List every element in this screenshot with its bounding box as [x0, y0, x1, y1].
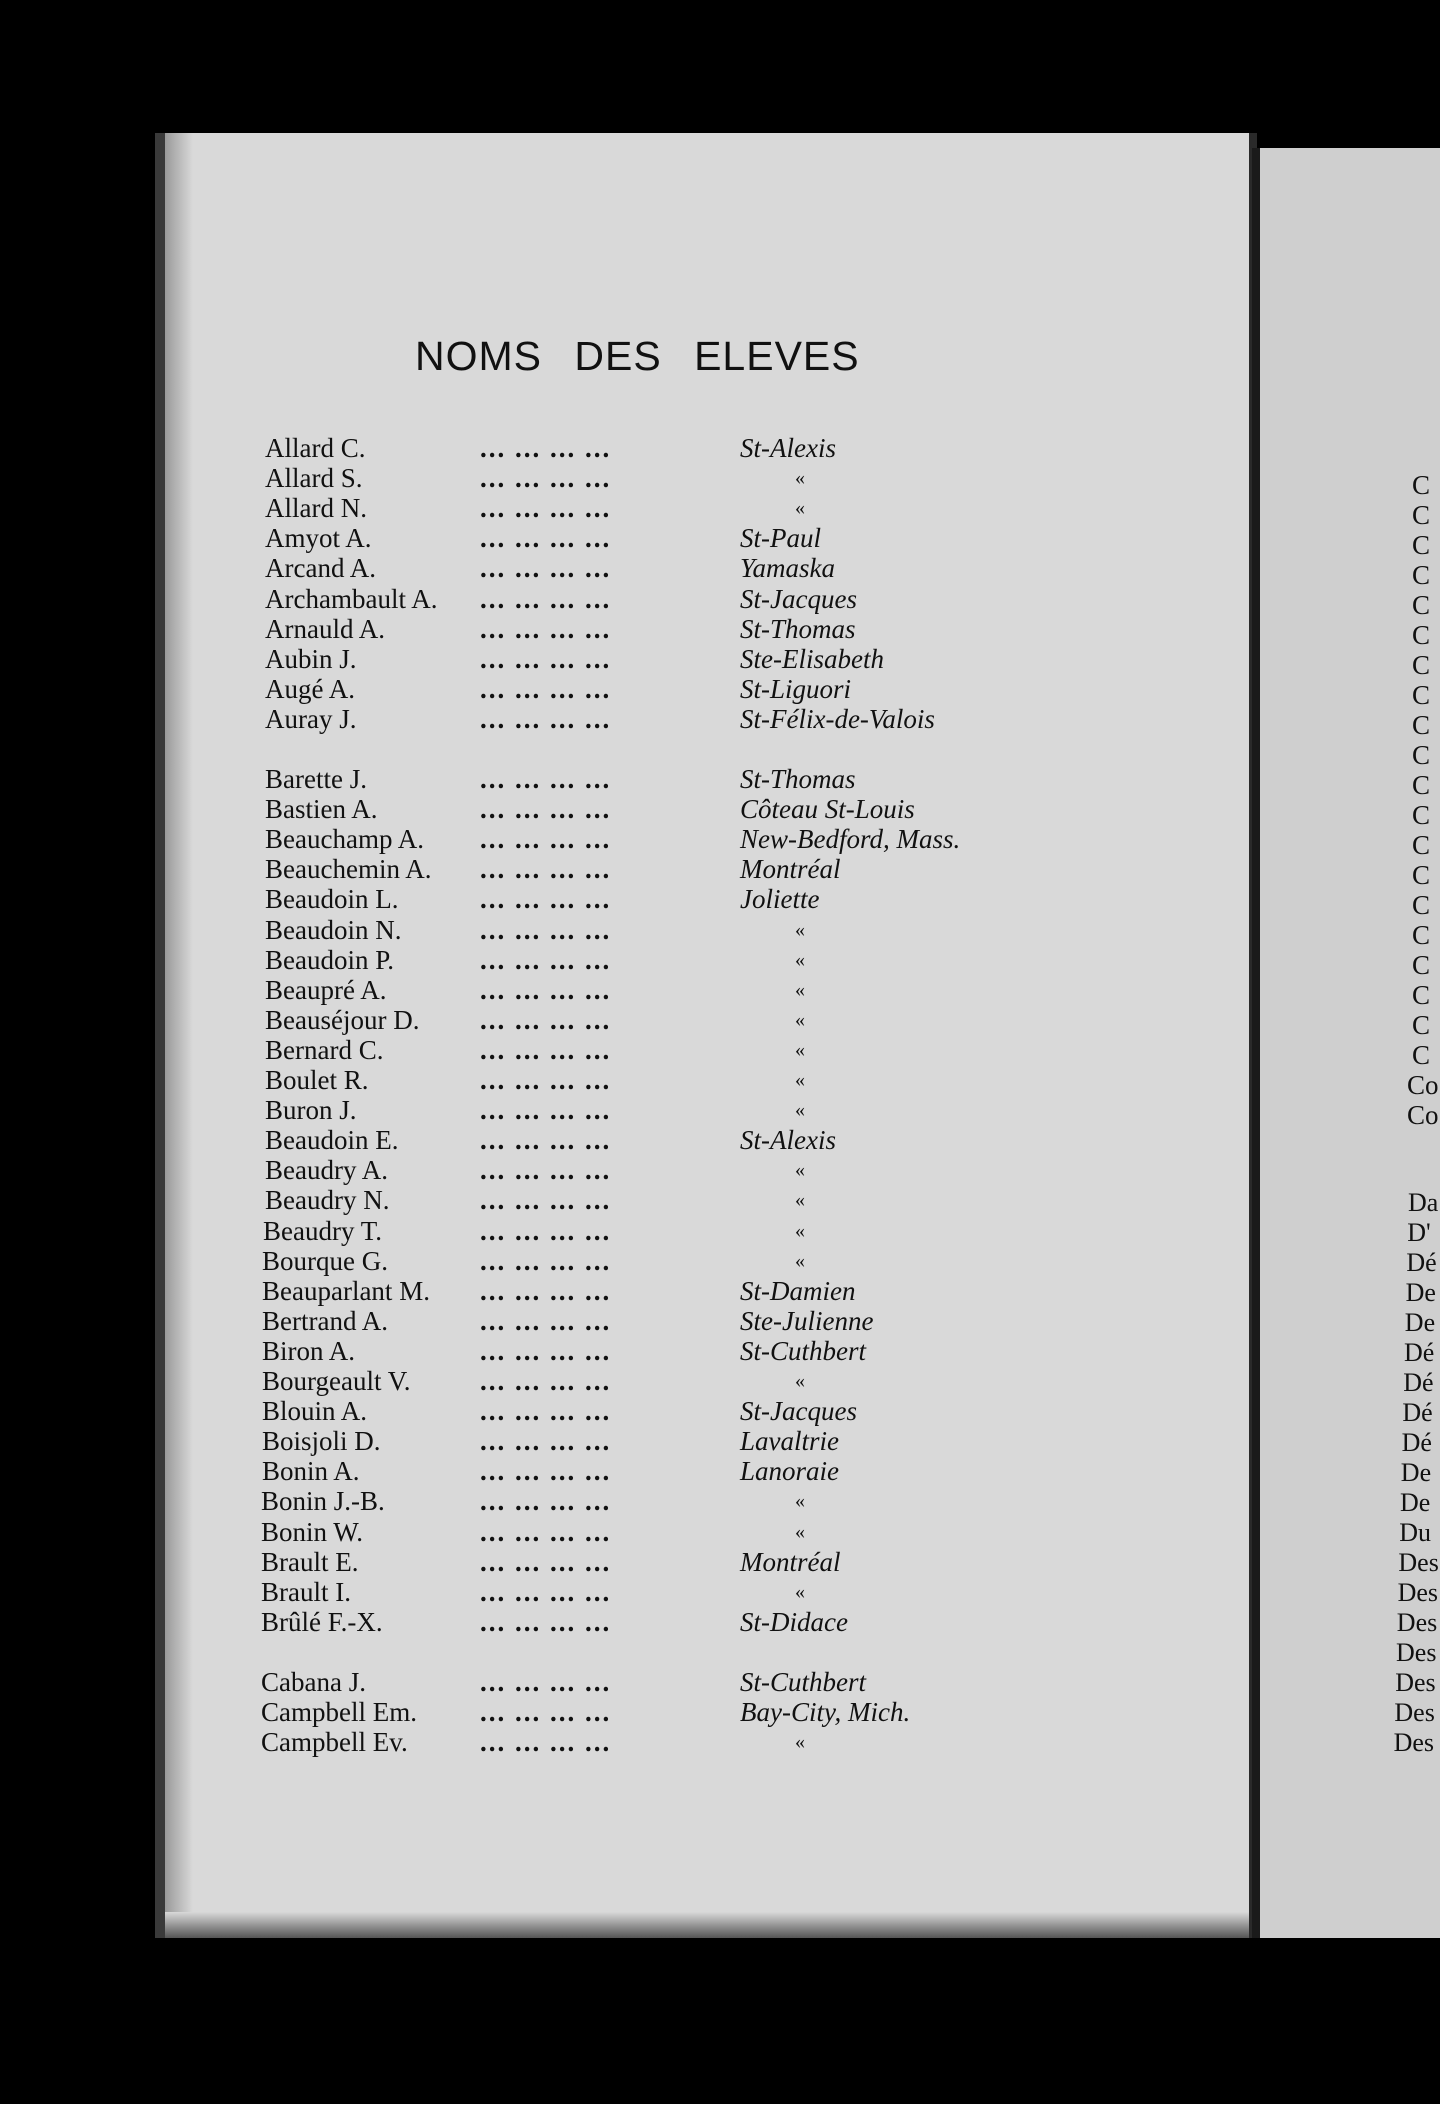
list-item [165, 1035, 1165, 1065]
list-item [165, 1125, 1165, 1155]
right-page-fragment: C [1412, 980, 1431, 1010]
right-page-fragment: C [1412, 470, 1431, 500]
leader-dots: ... ... ... ... [480, 764, 612, 794]
leader-dots: ... ... ... ... [480, 1576, 612, 1607]
leader-dots: ... ... ... ... [480, 1727, 612, 1758]
list-item [165, 1336, 1165, 1366]
list-item [165, 1155, 1165, 1185]
student-name: Bourgeault V. [262, 1366, 411, 1396]
leader-dots: ... ... ... ... [480, 854, 612, 885]
student-name: Bernard C. [265, 1034, 384, 1065]
ditto-mark: « [795, 1189, 805, 1212]
leader-dots: ... ... ... ... [480, 433, 612, 463]
list-item [165, 1185, 1165, 1215]
student-place: St-Didace [740, 1606, 848, 1637]
student-name: Brault I. [261, 1576, 351, 1607]
student-place: New-Bedford, Mass. [740, 824, 961, 855]
leader-dots: ... ... ... ... [480, 1034, 612, 1065]
student-name: Campbell Ev. [261, 1727, 408, 1758]
leader-dots: ... ... ... ... [480, 944, 612, 975]
student-name: Bonin W. [261, 1516, 364, 1547]
ditto-mark: « [795, 467, 805, 490]
student-name: Beauparlant M. [262, 1275, 430, 1306]
left-page [155, 133, 1257, 1938]
list-item [165, 584, 1165, 614]
leader-dots: ... ... ... ... [480, 1456, 612, 1487]
student-name: Amyot A. [265, 523, 372, 554]
ditto-mark: « [795, 1219, 805, 1242]
student-name: Beaudoin L. [265, 884, 399, 915]
right-page-fragment: Des [1395, 1668, 1436, 1697]
student-place: Lanoraie [740, 1456, 840, 1487]
right-page-fragment: C [1412, 950, 1431, 980]
right-page-fragment: Co [1407, 1100, 1439, 1130]
student-place: St-Alexis [740, 1125, 836, 1156]
list-item [165, 1276, 1165, 1306]
student-place: Bay-City, Mich. [740, 1697, 911, 1727]
leader-dots: ... ... ... ... [480, 1125, 612, 1156]
list-item [165, 915, 1165, 945]
right-page-fragment: C [1412, 740, 1431, 770]
list-item [165, 975, 1165, 1005]
right-page-fragment: C [1412, 830, 1431, 860]
page-bottom-shadow [165, 1912, 1249, 1938]
right-page-fragment: C [1412, 770, 1431, 800]
student-name: Allard N. [265, 493, 367, 524]
list-item [165, 1426, 1165, 1456]
leader-dots: ... ... ... ... [480, 493, 612, 524]
leader-dots: ... ... ... ... [480, 1516, 612, 1547]
list-item [165, 1486, 1165, 1516]
leader-dots: ... ... ... ... [480, 794, 612, 825]
student-name: Aubin J. [265, 643, 357, 674]
leader-dots: ... ... ... ... [480, 1366, 612, 1396]
student-name: Beaudoin E. [265, 1125, 399, 1156]
list-item [165, 493, 1165, 523]
student-place: St-Thomas [740, 613, 856, 644]
ditto-mark: « [795, 918, 805, 941]
right-page-fragment: C [1412, 920, 1431, 950]
student-place: Ste-Elisabeth [740, 643, 884, 674]
leader-dots: ... ... ... ... [480, 974, 612, 1005]
right-page-edge [1252, 148, 1440, 1938]
list-item [165, 1697, 1165, 1727]
student-place: Ste-Julienne [740, 1305, 874, 1336]
leader-dots: ... ... ... ... [480, 824, 612, 855]
leader-dots: ... ... ... ... [480, 1065, 612, 1095]
student-place: St-Damien [740, 1275, 856, 1306]
right-page-fragment: C [1412, 560, 1431, 590]
student-name: Brûlé F.-X. [261, 1606, 383, 1637]
right-page-fragment: C [1412, 890, 1431, 920]
right-page-fragment: Dé [1402, 1398, 1433, 1427]
ditto-mark: « [795, 948, 805, 971]
leader-dots: ... ... ... ... [480, 463, 612, 494]
student-name: Buron J. [265, 1095, 357, 1126]
ditto-mark: « [795, 1099, 805, 1122]
student-name: Biron A. [262, 1335, 356, 1366]
student-place: St-Félix-de-Valois [740, 703, 935, 734]
list-item [165, 1396, 1165, 1426]
page-title: NOMS DES ELEVES [415, 333, 860, 379]
student-name: Blouin A. [262, 1396, 368, 1427]
student-name: Bertrand A. [262, 1305, 388, 1336]
leader-dots: ... ... ... ... [480, 1697, 612, 1727]
ditto-mark: « [795, 978, 805, 1001]
student-name: Arcand A. [265, 553, 376, 584]
student-name: Arnauld A. [265, 613, 385, 644]
ditto-mark: « [795, 1520, 805, 1543]
student-name: Bonin A. [262, 1456, 360, 1487]
student-place: St-Cuthbert [740, 1666, 866, 1697]
student-place: Côteau St-Louis [740, 794, 915, 825]
right-page-fragment: Des [1396, 1608, 1438, 1637]
ditto-mark: « [795, 497, 805, 520]
leader-dots: ... ... ... ... [480, 1305, 612, 1336]
student-name: Beauchamp A. [265, 824, 424, 855]
student-name: Beaudoin P. [265, 944, 395, 975]
student-name: Boulet R. [265, 1065, 369, 1095]
leader-dots: ... ... ... ... [480, 703, 612, 734]
ditto-mark: « [795, 1038, 805, 1061]
right-page-fragment: C [1412, 800, 1431, 830]
leader-dots: ... ... ... ... [480, 523, 612, 554]
list-item [165, 674, 1165, 704]
leader-dots: ... ... ... ... [480, 1396, 612, 1427]
right-page-fragment: De [1400, 1458, 1432, 1487]
ditto-mark: « [795, 1370, 805, 1392]
right-page-fragment: De [1404, 1308, 1436, 1337]
student-name: Auray J. [265, 703, 357, 734]
right-page-fragment: Dé [1401, 1428, 1432, 1457]
list-item [165, 1095, 1165, 1125]
student-place: St-Cuthbert [740, 1335, 866, 1366]
right-page-fragment: C [1412, 590, 1431, 620]
right-page-fragment: Des [1393, 1728, 1435, 1757]
student-name: Barette J. [265, 764, 367, 794]
right-page-fragment: Des [1397, 1578, 1439, 1607]
list-item [165, 1667, 1165, 1697]
student-place: Montréal [740, 1546, 841, 1577]
student-name: Augé A. [265, 673, 355, 704]
leader-dots: ... ... ... ... [480, 613, 612, 644]
student-name: Archambault A. [265, 583, 438, 614]
student-name: Beauséjour D. [265, 1004, 420, 1035]
leader-dots: ... ... ... ... [480, 1335, 612, 1366]
leader-dots: ... ... ... ... [480, 1095, 612, 1126]
leader-dots: ... ... ... ... [480, 1215, 612, 1246]
leader-dots: ... ... ... ... [480, 884, 612, 915]
leader-dots: ... ... ... ... [480, 1546, 612, 1577]
right-page-fragment: D' [1407, 1218, 1431, 1247]
list-item [165, 433, 1165, 463]
leader-dots: ... ... ... ... [480, 643, 612, 674]
ditto-mark: « [795, 1008, 805, 1031]
student-name: Bourque G. [262, 1245, 388, 1276]
list-item [165, 1517, 1165, 1547]
student-name: Boisjoli D. [262, 1426, 381, 1457]
list-item [165, 854, 1165, 884]
list-item [165, 1577, 1165, 1607]
ditto-mark: « [795, 1490, 805, 1513]
leader-dots: ... ... ... ... [480, 673, 612, 704]
right-page-fragment: Dé [1403, 1368, 1434, 1397]
list-item [165, 945, 1165, 975]
student-name: Allard C. [265, 433, 366, 463]
right-page-fragment: Co [1407, 1070, 1439, 1100]
student-place: St-Jacques [740, 1396, 857, 1427]
right-page-fragment: Dé [1406, 1248, 1437, 1277]
right-page-fragment: C [1412, 620, 1431, 650]
right-page-fragment: C [1412, 1010, 1431, 1040]
list-item [165, 553, 1165, 583]
student-name: Beaudry T. [263, 1215, 382, 1246]
list-item [165, 1547, 1165, 1577]
list-item [165, 704, 1165, 734]
leader-dots: ... ... ... ... [480, 914, 612, 945]
right-page-fragment: Dé [1404, 1338, 1435, 1367]
ditto-mark: « [795, 1069, 805, 1091]
list-item [165, 1065, 1165, 1095]
student-place: St-Jacques [740, 583, 857, 614]
ditto-mark: « [795, 1159, 805, 1182]
right-page-fragment: Des [1398, 1548, 1439, 1577]
student-name: Beauchemin A. [265, 854, 432, 885]
student-place: Yamaska [740, 553, 836, 584]
right-page-fragment: C [1412, 500, 1431, 530]
student-name: Beaupré A. [265, 974, 387, 1005]
list-item [165, 614, 1165, 644]
student-name: Beaudoin N. [265, 914, 402, 945]
list-item [165, 1607, 1165, 1637]
student-name: Bonin J.-B. [261, 1486, 385, 1517]
right-page-fragment: Des [1394, 1698, 1435, 1727]
ditto-mark: « [795, 1249, 805, 1272]
right-page-fragment: C [1412, 650, 1431, 680]
student-place: Lavaltrie [740, 1426, 839, 1457]
list-item [165, 523, 1165, 553]
right-page-fragment: C [1412, 1040, 1431, 1070]
list-item [165, 764, 1165, 794]
leader-dots: ... ... ... ... [480, 1426, 612, 1457]
student-place: St-Thomas [740, 764, 856, 794]
right-page-fragment: C [1412, 530, 1431, 560]
student-place: Joliette [740, 884, 820, 915]
list-item [165, 1306, 1165, 1336]
right-page-fragment: De [1400, 1488, 1431, 1517]
student-name: Cabana J. [261, 1666, 366, 1697]
student-place: St-Liguori [740, 673, 852, 704]
right-page-fragment: De [1405, 1278, 1436, 1307]
list-item [165, 884, 1165, 914]
leader-dots: ... ... ... ... [480, 1666, 612, 1697]
list-item [165, 1005, 1165, 1035]
student-name: Beaudry N. [265, 1185, 390, 1216]
list-item [165, 644, 1165, 674]
leader-dots: ... ... ... ... [480, 1004, 612, 1035]
student-name: Brault E. [261, 1546, 359, 1577]
list-item [165, 463, 1165, 493]
list-item [165, 1246, 1165, 1276]
ditto-mark: « [795, 1580, 805, 1603]
ditto-mark: « [795, 1731, 805, 1754]
right-page-fragment: Da [1408, 1188, 1439, 1217]
list-item [165, 1216, 1165, 1246]
student-place: St-Paul [740, 523, 821, 554]
list-item [165, 794, 1165, 824]
list-item [165, 1727, 1165, 1757]
leader-dots: ... ... ... ... [480, 1245, 612, 1276]
right-page-fragment: Du [1399, 1518, 1431, 1547]
list-item [165, 824, 1165, 854]
leader-dots: ... ... ... ... [480, 1486, 612, 1517]
leader-dots: ... ... ... ... [480, 583, 612, 614]
student-name: Beaudry A. [265, 1155, 388, 1186]
leader-dots: ... ... ... ... [480, 1155, 612, 1186]
list-item [165, 1366, 1165, 1396]
leader-dots: ... ... ... ... [480, 1185, 612, 1216]
student-place: St-Alexis [740, 433, 836, 463]
leader-dots: ... ... ... ... [480, 1606, 612, 1637]
student-name: Allard S. [265, 463, 363, 494]
list-item [165, 1456, 1165, 1486]
student-place: Montréal [740, 854, 841, 885]
leader-dots: ... ... ... ... [480, 1275, 612, 1306]
leader-dots: ... ... ... ... [480, 553, 612, 584]
student-name: Campbell Em. [261, 1697, 417, 1727]
right-page-fragment: C [1412, 860, 1431, 890]
right-page-fragment: Des [1396, 1638, 1437, 1667]
right-page-fragment: C [1412, 710, 1431, 740]
right-page-fragment: C [1412, 680, 1431, 710]
student-name: Bastien A. [265, 794, 378, 825]
